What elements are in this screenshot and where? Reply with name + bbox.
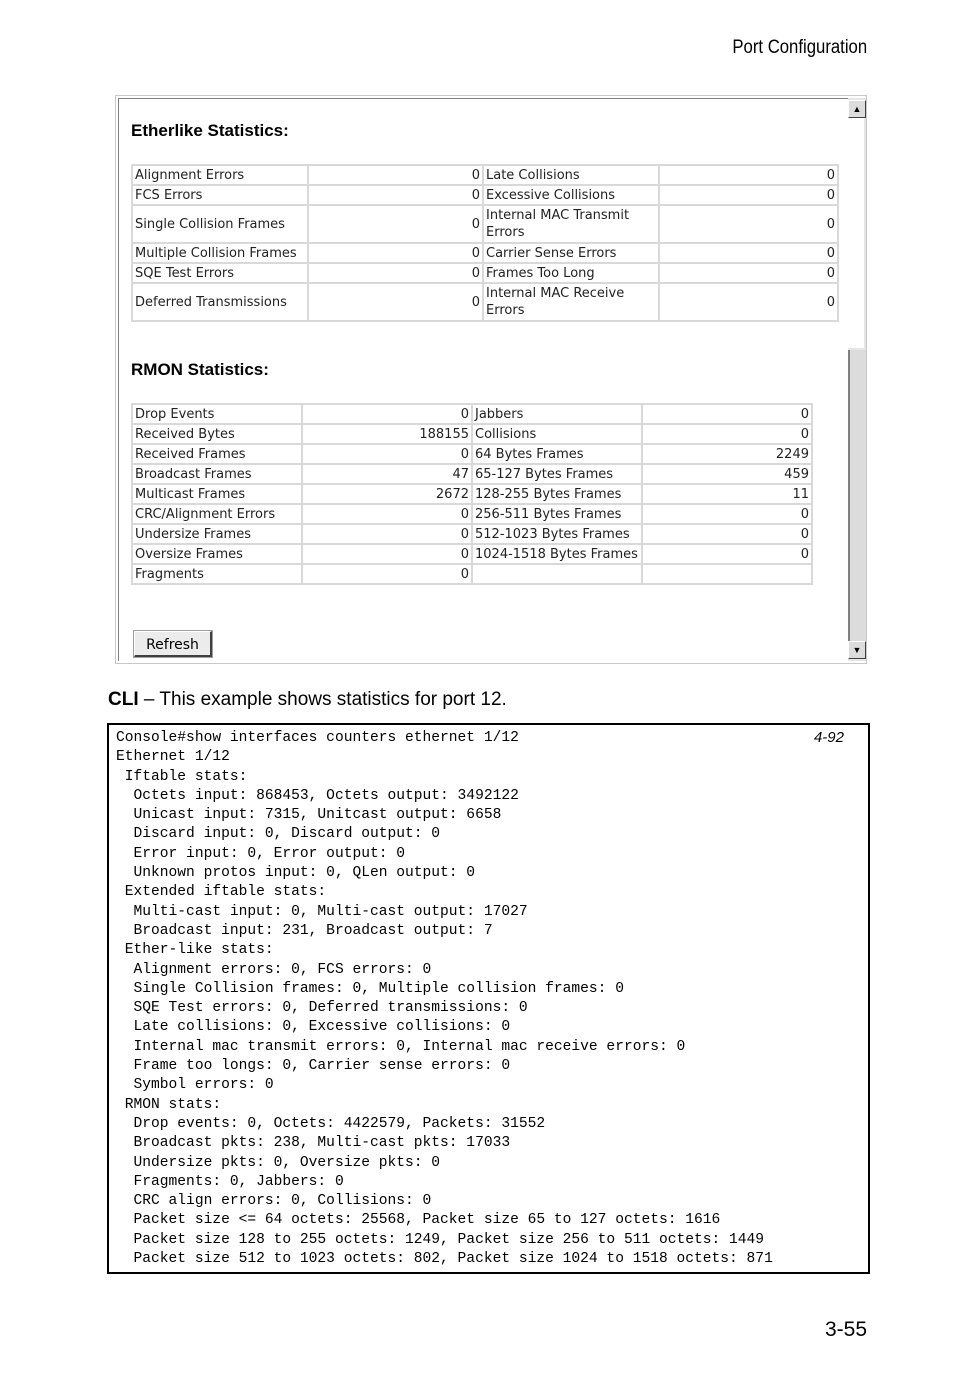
table-cell-label: Carrier Sense Errors <box>483 243 659 263</box>
table-row <box>132 504 812 524</box>
table-cell-label: Fragments <box>132 564 302 584</box>
cli-caption <box>108 689 507 711</box>
table-cell-label <box>472 564 642 584</box>
statistics-screenshot <box>115 95 867 664</box>
table-cell-value: 188155 <box>302 424 472 444</box>
table-cell-label: Drop Events <box>132 404 302 424</box>
table-cell-value: 0 <box>659 165 838 185</box>
table-cell-value: 0 <box>642 424 812 444</box>
table-cell-value: 0 <box>642 404 812 424</box>
scrollbar-thumb[interactable] <box>848 118 864 348</box>
table-cell-label: Single Collision Frames <box>132 205 308 243</box>
table-cell-value: 0 <box>659 263 838 283</box>
table-cell-value: 459 <box>642 464 812 484</box>
table-cell-value: 0 <box>302 444 472 464</box>
table-row <box>132 444 812 464</box>
table-cell-value: 0 <box>308 243 483 263</box>
scrollbar-track[interactable] <box>848 350 866 641</box>
table-cell-label: SQE Test Errors <box>132 263 308 283</box>
cli-caption-text: – This example shows statistics for port 12. <box>138 689 507 710</box>
etherlike-title: Etherlike Statistics: <box>131 121 289 140</box>
table-row <box>132 185 838 205</box>
table-cell-label: Deferred Transmissions <box>132 283 308 321</box>
table-cell-label: Multicast Frames <box>132 484 302 504</box>
table-cell-label: 64 Bytes Frames <box>472 444 642 464</box>
table-row <box>132 564 812 584</box>
table-cell-value: 0 <box>308 165 483 185</box>
table-cell-label: Internal MAC Receive Errors <box>483 283 659 321</box>
table-cell-label: Collisions <box>472 424 642 444</box>
table-cell-value: 0 <box>642 504 812 524</box>
table-row <box>132 205 838 243</box>
table-cell-value: 2672 <box>302 484 472 504</box>
table-cell-label: 512-1023 Bytes Frames <box>472 524 642 544</box>
cli-caption-bold: CLI <box>108 689 139 710</box>
table-row <box>132 464 812 484</box>
table-cell-value: 0 <box>308 185 483 205</box>
table-cell-label: Undersize Frames <box>132 524 302 544</box>
running-header: Port Configuration <box>732 37 867 58</box>
table-row <box>132 484 812 504</box>
table-cell-label: Multiple Collision Frames <box>132 243 308 263</box>
table-cell-value: 0 <box>302 504 472 524</box>
table-cell-value: 0 <box>302 404 472 424</box>
table-cell-value <box>642 564 812 584</box>
table-cell-label: Broadcast Frames <box>132 464 302 484</box>
table-cell-label: FCS Errors <box>132 185 308 205</box>
rmon-table <box>131 403 813 585</box>
table-cell-label: CRC/Alignment Errors <box>132 504 302 524</box>
table-cell-value: 0 <box>308 283 483 321</box>
table-cell-value: 0 <box>659 185 838 205</box>
rmon-title: RMON Statistics: <box>131 360 269 379</box>
table-cell-value: 2249 <box>642 444 812 464</box>
table-cell-value: 0 <box>659 243 838 263</box>
table-cell-label: 128-255 Bytes Frames <box>472 484 642 504</box>
table-cell-label: Oversize Frames <box>132 544 302 564</box>
table-cell-label: 256-511 Bytes Frames <box>472 504 642 524</box>
table-row <box>132 404 812 424</box>
table-cell-value: 0 <box>302 564 472 584</box>
table-cell-value: 0 <box>659 283 838 321</box>
table-row <box>132 263 838 283</box>
table-cell-value: 0 <box>302 524 472 544</box>
screenshot-frame <box>118 98 864 661</box>
table-row <box>132 165 838 185</box>
vertical-scrollbar[interactable] <box>848 98 866 661</box>
table-cell-label: Received Bytes <box>132 424 302 444</box>
table-cell-label: Jabbers <box>472 404 642 424</box>
page-number: 3-55 <box>824 1318 867 1341</box>
table-cell-value: 47 <box>302 464 472 484</box>
scroll-up-icon[interactable]: ▲ <box>848 100 866 118</box>
table-cell-value: 0 <box>642 524 812 544</box>
table-cell-value: 0 <box>302 544 472 564</box>
table-cell-value: 11 <box>642 484 812 504</box>
table-cell-value: 0 <box>642 544 812 564</box>
table-cell-label: 65-127 Bytes Frames <box>472 464 642 484</box>
table-cell-label: Frames Too Long <box>483 263 659 283</box>
table-row <box>132 424 812 444</box>
table-cell-value: 0 <box>308 205 483 243</box>
table-row <box>132 524 812 544</box>
cli-example-box <box>107 723 870 1274</box>
refresh-button[interactable]: Refresh <box>134 631 212 657</box>
table-cell-value: 0 <box>308 263 483 283</box>
table-cell-label: Received Frames <box>132 444 302 464</box>
cli-output: Console#show interfaces counters ethernet 1/12 Ethernet 1/12 Iftable stats: Octets input: 868453, Octets output: 3492122 Unicast input: 7315, Unitcast output: 6658 Discard input: 0, Discard output: 0 Error input: 0, Error output: 0 Unknown protos input: 0, QLen output: 0 Extended iftable stats: Multi-cast input: 0, Multi-cast output: 17027 Broadcast input: 231, Broadcast output: 7 Ether-like stats: Alignment errors: 0, FCS errors: 0 Single Collision frames: 0, Multiple collision frames: 0 SQE Test errors: 0, Deferred transmissions: 0 Late collisions: 0, Excessive collisions: 0 Internal mac transmit errors: 0, Internal mac receive errors: 0 Frame too longs: 0, Carrier sense errors: 0 Symbol errors: 0 RMON stats: Drop events: 0, Octets: 4422579, Packets: 31552 Broadcast pkts: 238, Multi-cast pkts: 17033 Undersize pkts: 0, Oversize pkts: 0 Fragments: 0, Jabbers: 0 CRC align errors: 0, Collisions: 0 Packet size <= 64 octets: 25568, Packet size 65 to 127 octets: 1616 Packet size 128 to 255 octets: 1249, Packet size 256 to 511 octets: 1449 Packet size 512 to 1023 octets: 802, Packet size 1024 to 1518 octets: 871 <box>116 730 773 1268</box>
table-cell-label: 1024-1518 Bytes Frames <box>472 544 642 564</box>
table-cell-label: Excessive Collisions <box>483 185 659 205</box>
table-cell-label: Late Collisions <box>483 165 659 185</box>
command-reference: 4-92 <box>813 729 844 746</box>
table-cell-label: Internal MAC Transmit Errors <box>483 205 659 243</box>
scroll-down-icon[interactable]: ▼ <box>848 641 866 659</box>
etherlike-table <box>131 164 839 322</box>
table-row <box>132 243 838 263</box>
table-cell-label: Alignment Errors <box>132 165 308 185</box>
table-row <box>132 283 838 321</box>
table-row <box>132 544 812 564</box>
table-cell-value: 0 <box>659 205 838 243</box>
